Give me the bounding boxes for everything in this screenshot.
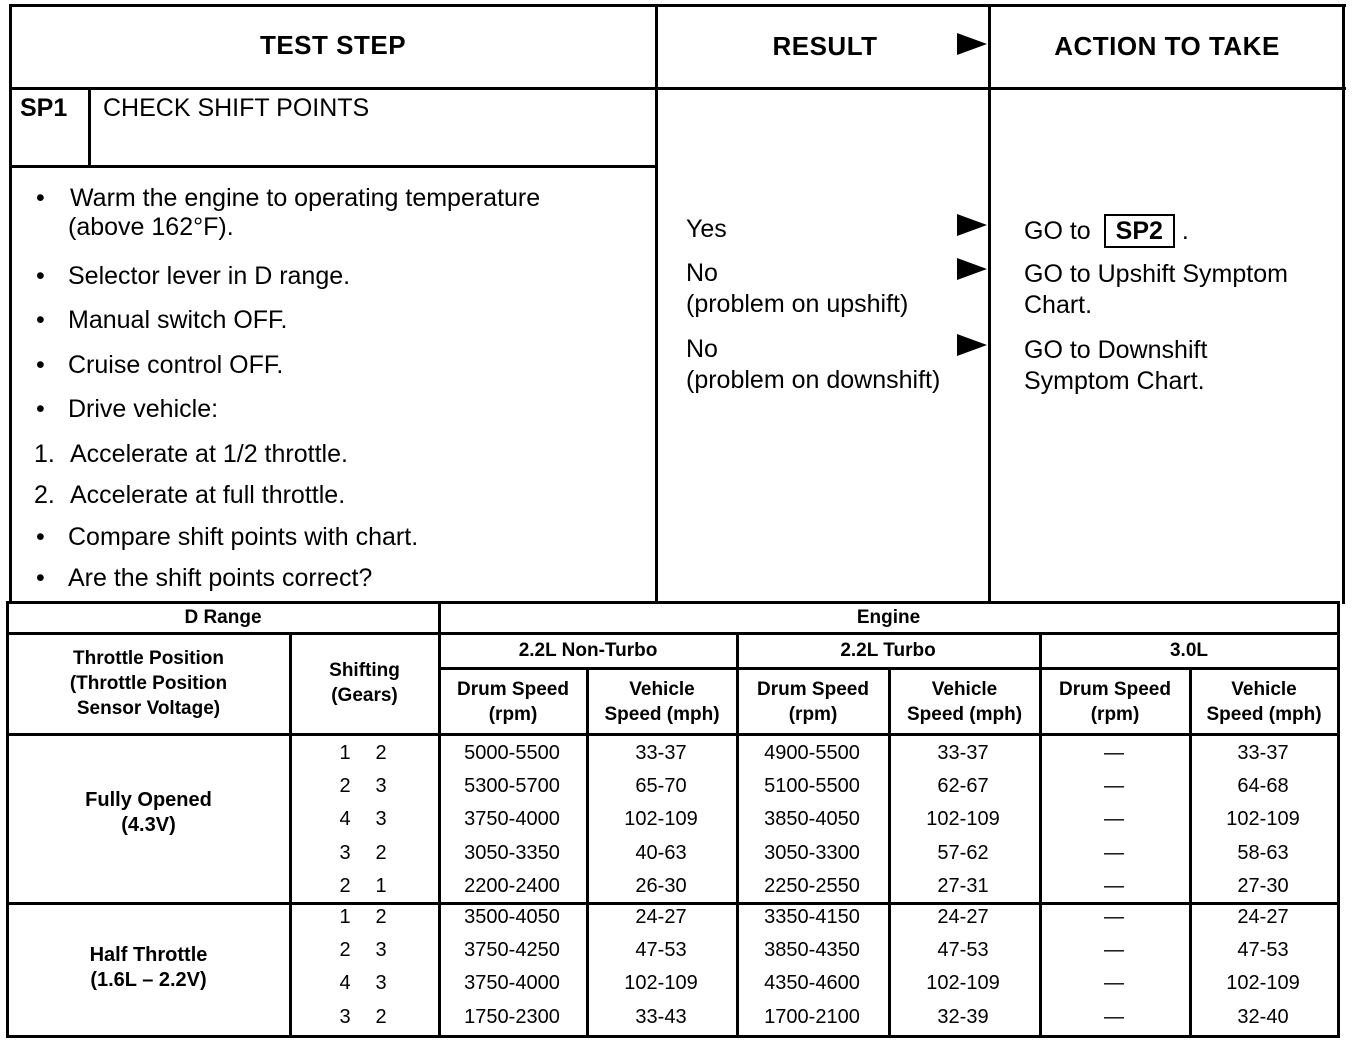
group-label-half-throttle [8,943,289,993]
instruction-text: Warm the engine to operating temperature [70,184,541,212]
vehicle-speed-unit: Speed (mph) [906,704,1023,725]
instruction-text: Cruise control OFF. [68,351,284,379]
result-no-downshift-detail: (problem on downshift) [686,366,941,394]
action-column-divider [988,4,991,604]
vehicle-speed-cell: 24-27 [635,906,687,928]
gear-from: 2 [339,775,351,797]
drum-speed-cell: 3750-4000 [464,972,560,994]
instruction-text: Accelerate at full throttle. [70,481,346,509]
vehicle-speed-cell: 24-27 [1237,906,1289,928]
top-border [10,4,1346,7]
instruction-marker: 2. [34,481,55,509]
header-result: RESULT [772,31,878,61]
shifting-header-line: (Gears) [331,685,398,706]
action-period: . [1181,217,1189,245]
drum-speed-cell: 3850-4050 [764,808,860,830]
gear-from: 4 [339,972,351,994]
engine-2-2l-non-turbo: 2.2L Non-Turbo [518,640,658,661]
drum-speed-cell: 1700-2100 [764,1006,860,1028]
result-no-upshift: No [686,259,718,287]
vehicle-speed-cell: 102-109 [1226,972,1300,994]
group-label-fully-opened [8,788,289,838]
gear-to: 3 [375,775,387,797]
group-label-line: (4.3V) [121,814,176,836]
instruction-text: Are the shift points correct? [68,564,373,592]
engine-header: Engine [856,607,921,628]
drum-speed-cell: 3050-3300 [764,842,860,864]
vehicle-speed-cell: 102-109 [926,972,1000,994]
gear-from: 2 [339,875,351,897]
drum-speed-header [440,677,586,727]
left-border-upper [9,4,12,604]
gear-from: 1 [339,742,351,764]
engine-divider [438,601,441,1038]
vehicle-speed-cell: 102-109 [926,808,1000,830]
vehicle-speed-cell: 47-53 [635,939,687,961]
drum-speed-cell: — [1104,808,1124,830]
shifting-header [291,658,438,708]
drum-speed-unit: (rpm) [1090,704,1140,725]
drum-speed-cell: — [1104,906,1124,928]
vehicle-speed-cell: 33-37 [1237,742,1289,764]
drum-speed-label: Drum Speed [1059,679,1171,700]
action-downshift-chart-cont[interactable]: Symptom Chart. [1024,367,1205,395]
group-label-line: Half Throttle [89,944,208,966]
throttle-header-line: (Throttle Position [69,673,228,694]
engine-2-2l-turbo: 2.2L Turbo [840,640,936,661]
action-upshift-chart-cont[interactable]: Chart. [1024,291,1093,319]
throttle-header-line: Throttle Position [73,648,224,669]
gear-to: 1 [375,875,387,897]
drum-speed-cell: 3350-4150 [764,906,860,928]
instruction-marker: • [36,184,45,212]
result-arrow-icon [957,258,987,280]
drum-speed-cell: 3500-4050 [464,906,560,928]
vehicle-speed-cell: 40-63 [635,842,687,864]
right-border-upper [1342,4,1345,604]
instruction-marker: • [36,395,45,423]
table-body-top [7,733,1340,736]
engine-3-0l: 3.0L [1169,640,1209,661]
drum-speed-cell: 1750-2300 [464,1006,560,1028]
vehicle-speed-unit: Speed (mph) [604,704,720,725]
header-action: ACTION TO TAKE [1054,31,1280,61]
throttle-header [8,646,289,721]
group-label-line: Fully Opened [85,789,212,811]
drum-speed-cell: 5100-5500 [764,775,860,797]
drum-speed-cell: — [1104,875,1124,897]
result-arrow-icon [957,33,987,55]
table-bottom-border [7,1035,1340,1038]
gear-from: 2 [339,939,351,961]
result-arrow-icon [957,214,987,236]
vehicle-speed-cell: 33-37 [635,742,687,764]
drum-speed-cell: 5300-5700 [464,775,560,797]
vehicle-speed-cell: 102-109 [624,972,698,994]
action-go-text: GO to [1024,217,1091,245]
vehicle-speed-cell: 26-30 [635,875,687,897]
instruction-text: Drive vehicle: [68,395,219,423]
vehicle-speed-label: Vehicle [931,679,998,700]
instruction-marker: • [36,306,45,334]
drum-speed-header [738,677,888,727]
gear-to: 3 [375,939,387,961]
result-column-divider [655,4,658,604]
gear-from: 4 [339,808,351,830]
vehicle-speed-cell: 33-37 [937,742,989,764]
instruction-text: Manual switch OFF. [68,306,288,334]
drum-speed-cell: 3750-4000 [464,808,560,830]
drum-speed-cell: 3050-3350 [464,842,560,864]
vehicle-speed-cell: 58-63 [1237,842,1289,864]
drum-speed-header [1041,677,1189,727]
instruction-text-cont: (above 162°F). [68,213,234,241]
drum-speed-cell: 3750-4250 [464,939,560,961]
shifting-header-line: Shifting [329,660,400,681]
action-upshift-chart[interactable]: GO to Upshift Symptom [1024,260,1288,288]
gear-to: 2 [375,906,387,928]
table-right-border [1337,601,1340,1038]
drum-speed-cell: 2200-2400 [464,875,560,897]
vehicle-speed-cell: 32-40 [1237,1006,1289,1028]
vehicle-speed-cell: 62-67 [937,775,989,797]
drum-speed-label: Drum Speed [757,679,869,700]
vehicle-speed-cell: 102-109 [624,808,698,830]
throttle-header-line: Sensor Voltage) [76,698,221,719]
vehicle-speed-cell: 57-62 [937,842,989,864]
instruction-marker: • [36,523,45,551]
drum-speed-cell: 3850-4350 [764,939,860,961]
vehicle-speed-cell: 47-53 [1237,939,1289,961]
table-header-divider [7,632,1340,635]
vehicle-speed-cell: 27-30 [1237,875,1289,897]
result-no-upshift-detail: (problem on upshift) [686,290,909,318]
instruction-text: Selector lever in D range. [68,262,351,290]
instruction-marker: • [36,351,45,379]
drum-speed-cell: 4900-5500 [764,742,860,764]
instruction-text: Accelerate at 1/2 throttle. [70,440,348,468]
drum-speed-cell: 4350-4600 [764,972,860,994]
group-label-line: (1.6L – 2.2V) [90,969,207,991]
drum-speed-cell: 2250-2550 [764,875,860,897]
vehicle-speed-cell: 64-68 [1237,775,1289,797]
drum-speed-label: Drum Speed [457,679,569,700]
drum-speed-cell: 5000-5500 [464,742,560,764]
table-top-border [7,601,1340,604]
vehicle-speed-cell: 102-109 [1226,808,1300,830]
group-divider [7,902,1340,905]
action-go-sp2 [1024,214,1189,248]
d-range-header: D Range [184,607,262,628]
instruction-marker: • [36,564,45,592]
vehicle-speed-header [890,677,1039,727]
gear-to: 3 [375,808,387,830]
vehicle-speed-cell: 24-27 [937,906,989,928]
vehicle-speed-header [1191,677,1337,727]
vehicle-speed-label: Vehicle [1231,679,1297,700]
vehicle-speed-cell: 33-43 [635,1006,687,1028]
vehicle-speed-unit: Speed (mph) [1206,704,1322,725]
vehicle-speed-cell: 27-31 [937,875,989,897]
vehicle-speed-label: Vehicle [629,679,695,700]
vehicle-speed-cell: 32-39 [937,1006,989,1028]
instruction-marker: • [36,262,45,290]
drum-speed-cell: — [1104,939,1124,961]
drum-speed-cell: — [1104,972,1124,994]
gear-from: 1 [339,906,351,928]
header-divider [10,87,1346,90]
result-no-downshift: No [686,335,718,363]
gear-to: 2 [375,1006,387,1028]
gear-to: 3 [375,972,387,994]
drum-speed-unit: (rpm) [788,704,838,725]
step-id: SP1 [20,94,68,122]
action-downshift-chart[interactable]: GO to Downshift [1024,336,1208,364]
result-yes: Yes [686,215,727,243]
drum-speed-unit: (rpm) [488,704,538,725]
result-arrow-icon [957,334,987,356]
drum-speed-cell: — [1104,1006,1124,1028]
gear-to: 2 [375,842,387,864]
gear-from: 3 [339,842,351,864]
step-title: CHECK SHIFT POINTS [103,94,370,122]
vehicle-speed-cell: 47-53 [937,939,989,961]
drum-speed-cell: — [1104,742,1124,764]
step-title-divider [10,165,658,168]
drum-speed-cell: — [1104,775,1124,797]
gear-to: 2 [375,742,387,764]
gear-from: 3 [339,1006,351,1028]
instruction-marker: 1. [34,440,55,468]
vehicle-speed-cell: 65-70 [635,775,687,797]
step-reference-sp2[interactable]: SP2 [1104,214,1175,248]
step-id-divider [88,88,91,167]
drum-speed-cell: — [1104,842,1124,864]
vehicle-speed-header [588,677,736,727]
instruction-text: Compare shift points with chart. [68,523,419,551]
header-test-step: TEST STEP [259,30,407,60]
